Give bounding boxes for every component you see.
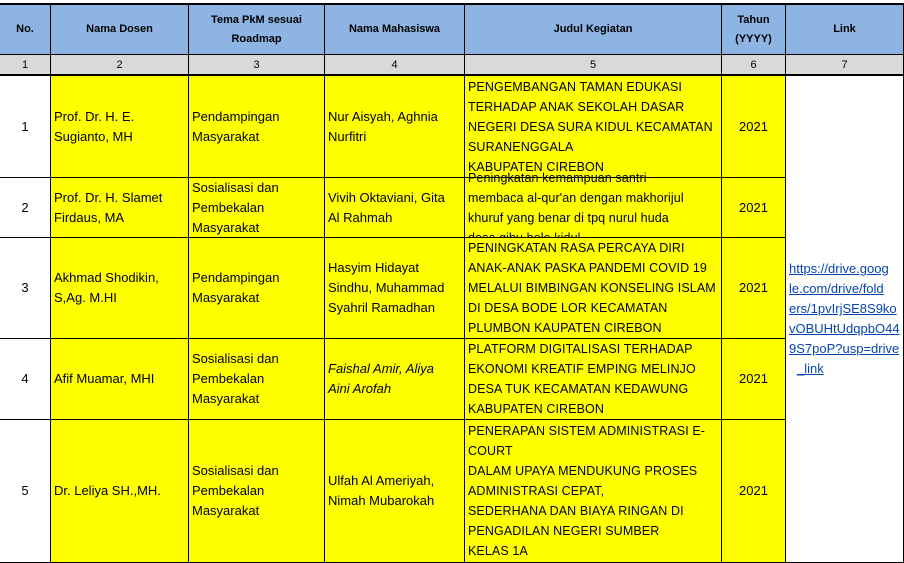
tema-line: Pembekalan [192, 371, 265, 386]
judul-line: DESA TUK KECAMATAN KEDAWUNG [468, 382, 689, 396]
cell-judul[interactable] [465, 76, 722, 178]
judul-line: PENGADILAN NEGERI SUMBER [468, 524, 660, 538]
cell-tahun[interactable]: 2021 [722, 76, 786, 178]
judul-line: DI DESA BODE LOR KECAMATAN [468, 301, 668, 315]
judul-line: PLUMBON KAUPATEN CIREBON [468, 321, 662, 335]
cell-no[interactable]: 5 [0, 420, 51, 563]
cell-tahun[interactable]: 2021 [722, 420, 786, 563]
header-tahun[interactable] [722, 3, 786, 55]
dosen-line: Prof. Dr. H. Slamet [54, 189, 163, 205]
judul-line: Peningkatan kemampuan santri [468, 170, 647, 185]
judul-line: TERHADAP ANAK SEKOLAH DASAR [468, 99, 685, 114]
header-nama-mahasiswa[interactable]: Nama Mahasiswa [325, 3, 465, 55]
cell-tema[interactable] [189, 178, 325, 238]
cell-tahun[interactable]: 2021 [722, 339, 786, 420]
link-line: https://drive.goog [789, 261, 889, 276]
judul-line: membaca al-qur'an dengan makhorijul [468, 190, 684, 205]
cell-mahasiswa[interactable] [325, 238, 465, 339]
tema-line: Masyarakat [192, 128, 260, 144]
tema-line: Pendampingan [192, 270, 280, 285]
tema-line: Masyarakat [192, 219, 260, 235]
header-tema-line: Tema PkM sesuai [211, 13, 302, 26]
cell-tema[interactable] [189, 420, 325, 563]
judul-line: DALAM UPAYA MENDUKUNG PROSES [468, 464, 698, 478]
col-number[interactable]: 1 [0, 55, 51, 76]
header-judul-kegiatan[interactable]: Judul Kegiatan [465, 3, 722, 55]
judul-line: KABUPATEN CIREBON [468, 159, 604, 174]
judul-line: MELALUI BIMBINGAN KONSELING ISLAM [468, 281, 716, 295]
col-number[interactable]: 3 [189, 55, 325, 76]
mahasiswa-line: Al Rahmah [328, 209, 393, 225]
cell-judul[interactable] [465, 170, 722, 238]
col-number[interactable]: 7 [786, 55, 904, 76]
dosen-line: S,Ag. M.HI [54, 290, 117, 305]
tema-line: Pendampingan [192, 108, 280, 124]
cell-judul[interactable] [465, 339, 722, 420]
tema-line: Pembekalan [192, 483, 265, 498]
judul-line: KABUPATEN CIREBON [468, 402, 604, 416]
judul-line: SURANENGGALA [468, 139, 574, 154]
cell-tahun[interactable]: 2021 [722, 238, 786, 339]
cell-dosen[interactable] [51, 339, 189, 420]
cell-dosen[interactable] [51, 420, 189, 563]
cell-mahasiswa[interactable] [325, 420, 465, 563]
mahasiswa-line: Syahril Ramadhan [328, 300, 435, 315]
tema-line: Masyarakat [192, 391, 260, 406]
mahasiswa-line: Faishal Amir, Aliya [328, 361, 434, 376]
cell-no[interactable]: 4 [0, 339, 51, 420]
tema-line: Sosialisasi dan [192, 463, 279, 478]
header-link[interactable]: Link [786, 3, 904, 55]
cell-no[interactable]: 1 [0, 76, 51, 178]
cell-link[interactable] [786, 76, 904, 563]
cell-tahun[interactable]: 2021 [722, 178, 786, 238]
cell-judul[interactable] [465, 238, 722, 339]
col-number[interactable]: 4 [325, 55, 465, 76]
header-no[interactable]: No. [0, 3, 51, 55]
cell-tema[interactable] [189, 238, 325, 339]
judul-line: PENINGKATAN RASA PERCAYA DIRI [468, 241, 685, 255]
link-line: vOBUHtUdqpbO44 [789, 321, 900, 336]
col-number[interactable]: 6 [722, 55, 786, 76]
judul-line: PENERAPAN SISTEM ADMINISTRASI E- [468, 424, 706, 438]
dosen-line: Dr. Leliya SH.,MH. [54, 483, 161, 498]
cell-dosen[interactable] [51, 76, 189, 178]
cell-dosen[interactable] [51, 238, 189, 339]
judul-line: EKONOMI KREATIF EMPING MELINJO [468, 362, 696, 376]
cell-tema[interactable] [189, 76, 325, 178]
cell-mahasiswa[interactable] [325, 339, 465, 420]
judul-line: PLATFORM DIGITALISASI TERHADAP [468, 342, 693, 356]
judul-line: khuruf yang benar di tpq nurul huda [468, 210, 669, 225]
link-line: ers/1pvIrjSE8S9ko [789, 301, 897, 316]
dosen-line: Prof. Dr. H. E. [54, 108, 135, 124]
tema-line: Sosialisasi dan [192, 351, 279, 366]
dosen-line: Sugianto, MH [54, 128, 133, 144]
header-nama-dosen[interactable]: Nama Dosen [51, 3, 189, 55]
col-number[interactable]: 5 [465, 55, 722, 76]
dosen-line: Afif Muamar, MHI [54, 371, 155, 386]
tema-line: Pembekalan [192, 199, 265, 215]
cell-dosen[interactable] [51, 178, 189, 238]
header-tahun-line: Tahun [737, 13, 770, 26]
mahasiswa-line: Nur Aisyah, Aghnia [328, 108, 438, 124]
judul-line: KELAS 1A [468, 544, 528, 558]
link-line: 9S7poP?usp=drive [789, 341, 900, 356]
header-tema[interactable] [189, 3, 325, 55]
judul-line: ANAK-ANAK PASKA PANDEMI COVID 19 [468, 261, 707, 275]
tema-line: Masyarakat [192, 503, 260, 518]
judul-line: PENGEMBANGAN TAMAN EDUKASI [468, 79, 682, 94]
cell-no[interactable]: 3 [0, 238, 51, 339]
mahasiswa-line: Nurfitri [328, 128, 367, 144]
tema-line: Sosialisasi dan [192, 179, 279, 195]
header-tema-line: Roadmap [231, 32, 282, 45]
cell-tema[interactable] [189, 339, 325, 420]
mahasiswa-line: Hasyim Hidayat [328, 260, 420, 275]
col-number[interactable]: 2 [51, 55, 189, 76]
link-line: _link [797, 361, 824, 376]
cell-judul[interactable] [465, 420, 722, 563]
dosen-line: Firdaus, MA [54, 209, 125, 225]
mahasiswa-line: Nimah Mubarokah [328, 493, 435, 508]
cell-mahasiswa[interactable] [325, 76, 465, 178]
cell-mahasiswa[interactable] [325, 178, 465, 238]
header-tahun-line: (YYYY) [735, 32, 772, 45]
judul-line: SEDERHANA DAN BIAYA RINGAN DI [468, 504, 684, 518]
tema-line: Masyarakat [192, 290, 260, 305]
mahasiswa-line: Vivih Oktaviani, Gita [328, 189, 445, 205]
judul-line: ADMINISTRASI CEPAT, [468, 484, 605, 498]
mahasiswa-line: Ulfah Al Ameriyah, [328, 473, 435, 488]
link-line: le.com/drive/fold [789, 281, 884, 296]
judul-line: NEGERI DESA SURA KIDUL KECAMATAN [468, 119, 713, 134]
judul-line: COURT [468, 444, 513, 458]
mahasiswa-line: Aini Arofah [328, 381, 392, 396]
mahasiswa-line: Sindhu, Muhammad [328, 280, 445, 295]
drive-link[interactable] [789, 259, 900, 379]
dosen-line: Akhmad Shodikin, [54, 270, 159, 285]
cell-no[interactable]: 2 [0, 178, 51, 238]
